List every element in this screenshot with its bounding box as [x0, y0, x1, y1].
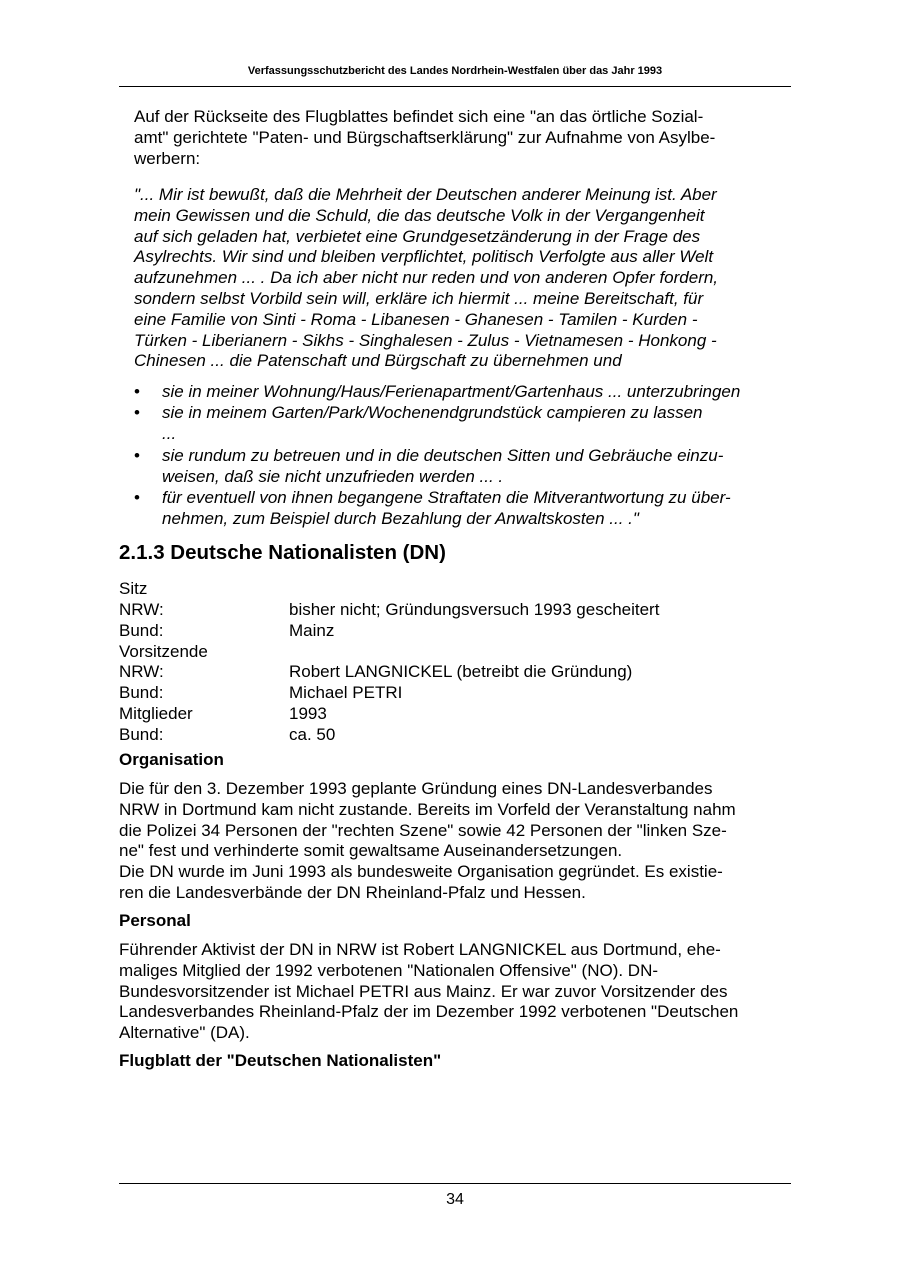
text-line: auf sich geladen hat, verbietet eine Grundgesetzänderung in der Frage des	[134, 226, 701, 246]
text-line: "... Mir ist bewußt, daß die Mehrheit der Deutschen anderer Meinung ist. Aber	[134, 185, 717, 204]
text-line: aufzunehmen ... . Da ich aber nicht nur reden und von anderen Opfer fordern,	[134, 268, 719, 288]
fact-label: Bund:	[119, 621, 164, 640]
list-item	[162, 446, 723, 488]
text-line: sie in meiner Wohnung/Haus/Ferienapartment/Gartenhaus ... unterzubringen	[162, 382, 741, 401]
flugblatt-heading: Flugblatt der "Deutschen Nationalisten"	[119, 1051, 442, 1070]
fact-label: Bund:	[119, 683, 164, 702]
text-line: Die für den 3. Dezember 1993 geplante Gründung eines DN-Landesverbandes	[119, 779, 713, 798]
fact-label: Bund:	[119, 725, 164, 744]
text-line: Die DN wurde im Juni 1993 als bundesweite Organisation gegründet. Es existie-	[119, 862, 723, 882]
intro-paragraph	[134, 107, 715, 169]
fact-value: ca. 50	[289, 725, 336, 744]
text-line: ...	[162, 423, 177, 443]
text-line: für eventuell von ihnen begangene Straftaten die Mitverantwortung zu über-	[162, 488, 731, 507]
text-line: sie in meinem Garten/Park/Wochenendgrundstück campieren zu lassen	[162, 403, 703, 422]
quote-paragraph	[134, 185, 718, 372]
text-line: eine Familie von Sinti - Roma - Libanesen - Ghanesen - Tamilen - Kurden -	[134, 309, 698, 329]
fact-value: 1993	[289, 704, 327, 723]
text-line: Auf der Rückseite des Flugblattes befindet sich eine "an das örtliche Sozial-	[134, 107, 704, 126]
footer-rule	[119, 1183, 791, 1184]
text-line: sie rundum zu betreuen und in die deutschen Sitten und Gebräuche einzu-	[162, 446, 724, 465]
fact-value: bisher nicht; Gründungsversuch 1993 gescheitert	[289, 600, 660, 619]
personal-paragraph	[119, 940, 738, 1044]
text-line: ne" fest und verhinderte somit gewaltsame Auseinandersetzungen.	[119, 841, 623, 861]
bullet-marker: •	[134, 403, 140, 422]
fact-label: Vorsitzende	[119, 642, 208, 661]
fact-label: Sitz	[119, 579, 148, 598]
text-line: Türken - Liberianern - Sikhs - Singhalesen - Zulus - Vietnamesen - Honkong -	[134, 330, 717, 350]
page-number: 34	[446, 1191, 464, 1208]
text-line: ren die Landesverbände der DN Rheinland-Pfalz und Hessen.	[119, 882, 586, 902]
text-line: maliges Mitglied der 1992 verbotenen "Nationalen Offensive" (NO). DN-	[119, 960, 659, 980]
fact-label: NRW:	[119, 662, 164, 681]
text-line: Führender Aktivist der DN in NRW ist Robert LANGNICKEL aus Dortmund, ehe-	[119, 940, 721, 959]
running-header: Verfassungsschutzbericht des Landes Nordrhein-Westfalen über das Jahr 1993	[247, 65, 663, 77]
text-line: Alternative" (DA).	[119, 1023, 250, 1043]
text-line: Landesverbandes Rheinland-Pfalz der im Dezember 1992 verbotenen "Deutschen	[119, 1002, 739, 1022]
text-line: werbern:	[134, 148, 201, 168]
text-line: sondern selbst Vorbild sein will, erkläre ich hiermit ... meine Bereitschaft, für	[134, 288, 704, 308]
fact-value: Mainz	[289, 621, 335, 640]
text-line: mein Gewissen und die Schuld, die das deutsche Volk in der Vergangenheit	[134, 205, 705, 225]
header-rule	[119, 86, 791, 87]
list-item	[162, 488, 731, 530]
section-heading: 2.1.3 Deutsche Nationalisten (DN)	[119, 541, 446, 564]
fact-value: Robert LANGNICKEL (betreibt die Gründung)	[289, 662, 633, 681]
text-line: Bundesvorsitzender ist Michael PETRI aus Mainz. Er war zuvor Vorsitzender des	[119, 981, 728, 1001]
organisation-heading: Organisation	[119, 750, 224, 769]
text-line: Asylrechts. Wir sind und bleiben verpflichtet, politisch Verfolgte aus aller Welt	[134, 247, 714, 267]
fact-label: NRW:	[119, 600, 164, 619]
personal-heading: Personal	[119, 911, 191, 930]
organisation-paragraph	[119, 779, 736, 904]
bullet-marker: •	[134, 446, 140, 465]
fact-label: Mitglieder	[119, 704, 193, 723]
text-line: weisen, daß sie nicht unzufrieden werden ... .	[162, 466, 504, 486]
text-line: NRW in Dortmund kam nicht zustande. Bereits im Vorfeld der Veranstaltung nahm	[119, 799, 736, 819]
text-line: amt" gerichtete "Paten- und Bürgschaftserklärung" zur Aufnahme von Asylbe-	[134, 127, 716, 147]
list-item	[162, 403, 703, 445]
list-item	[162, 382, 740, 403]
fact-value: Michael PETRI	[289, 683, 403, 702]
text-line: nehmen, zum Beispiel durch Bezahlung der Anwaltskosten ... ."	[162, 508, 639, 528]
text-line: die Polizei 34 Personen der "rechten Szene" sowie 42 Personen der "linken Sze-	[119, 820, 727, 840]
bullet-marker: •	[134, 488, 140, 507]
text-line: Chinesen ... die Patenschaft und Bürgschaft zu übernehmen und	[134, 351, 622, 371]
bullet-marker: •	[134, 382, 140, 401]
